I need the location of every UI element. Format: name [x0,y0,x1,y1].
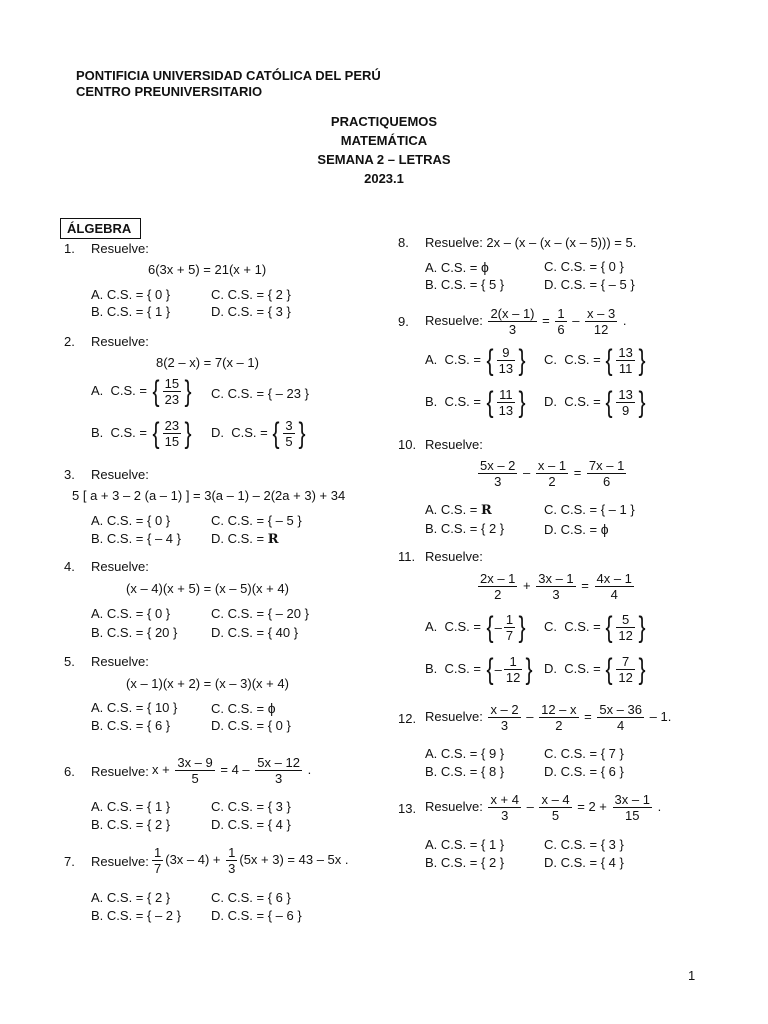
reals-symbol: R [481,503,492,518]
problem-7-equation: $\frac{1}{7}$ (3x – 4) + $\frac{1}{3}$ (5x + 3) = 43 – 5x . [154,845,349,876]
problem-10-number: 10. [398,437,417,452]
problem-10-prompt: Resuelve: [425,437,483,452]
problem-7-number: 7. [64,854,75,869]
problem-1-number: 1. [64,241,75,256]
problem-10-option-b: B. C.S. = { 2 } [425,521,505,536]
problem-2-prompt: Resuelve: [91,334,149,349]
problem-7-option-b: B. C.S. = { – 2 } [91,908,181,923]
problem-1-equation: 6(3x + 5) = 21(x + 1) [148,262,267,277]
problem-1-option-b: B. C.S. = { 1 } [91,304,171,319]
problem-8-option-b: B. C.S. = { 5 } [425,277,505,292]
problem-5-number: 5. [64,654,75,669]
problem-9-number: 9. [398,314,409,329]
problem-13-option-c: C. C.S. = { 3 } [544,837,624,852]
problem-3-equation: 5 [ a + 3 – 2 (a – 1) ] = 3(a – 1) – 2(2a + 3) + 34 [72,488,346,503]
problem-4-option-b: B. C.S. = { 20 } [91,625,178,640]
problem-11-equation: $\frac{2x - 1}{2}$ + $\frac{3x - 1}{3}$ = $\frac{4x - 1}{4}$ [480,571,632,602]
problem-4-number: 4. [64,559,75,574]
problem-13-option-b: B. C.S. = { 2 } [425,855,505,870]
problem-2-option-a: A. C.S. = { $\frac{15}{23}$ } [91,374,192,408]
problem-2-option-b: B. C.S. = { $\frac{23}{15}$ } [91,416,192,450]
problem-2-option-c: C. C.S. = { – 23 } [211,386,309,401]
problem-10-equation: $\frac{5x - 2}{3}$ – $\frac{x - 1}{2}$ = $\frac{7x - 1}{6}$ [480,458,625,489]
problem-3-option-b: B. C.S. = { – 4 } [91,531,181,546]
problem-2-equation: 8(2 – x) = 7(x – 1) [156,355,259,370]
problem-10-option-c: C. C.S. = { – 1 } [544,502,635,517]
problem-9-option-d: D. C.S. = { $\frac{13}{9}$ } [544,385,646,419]
problem-6-prompt: Resuelve: [91,764,149,779]
problem-1-option-d: D. C.S. = { 3 } [211,304,291,319]
problem-1-option-c: C. C.S. = { 2 } [211,287,291,302]
problem-13-equation: Resuelve: $\frac{x + 4}{3}$ – $\frac{x - 4}{5}$ = 2 + $\frac{3x - 1}{15}$ . [425,792,662,823]
problem-3-option-c: C. C.S. = { – 5 } [211,513,302,528]
problem-12-equation: Resuelve: $\frac{x - 2}{3}$ – $\frac{12 - x}{2}$ = $\frac{5x - 36}{4}$ – 1. [425,702,672,733]
problem-3-option-a: A. C.S. = { 0 } [91,513,171,528]
reals-symbol: R [267,532,279,547]
problem-11-option-c: C. C.S. = { $\frac{5}{12}$ } [544,610,646,644]
problem-4-option-d: D. C.S. = { 40 } [211,625,299,640]
problem-12-option-c: C. C.S. = { 7 } [544,746,624,761]
problem-5-equation: (x – 1)(x + 2) = (x – 3)(x + 4) [126,676,289,691]
problem-7-option-a: A. C.S. = { 2 } [91,890,171,905]
problem-4-option-c: C. C.S. = { – 20 } [211,606,309,621]
problem-2-option-d: D. C.S. = { $\frac{3}{5}$ } [211,416,306,450]
problem-8-number: 8. [398,235,409,250]
problem-5-option-c: C. C.S. = ϕ [211,700,276,716]
problem-7-option-d: D. C.S. = { – 6 } [211,908,302,923]
problem-13-number: 13. [398,801,417,816]
doc-title-4: 2023.1 [364,171,404,186]
problem-6-option-b: B. C.S. = { 2 } [91,817,171,832]
problem-5-prompt: Resuelve: [91,654,149,669]
problem-7-option-c: C. C.S. = { 6 } [211,890,291,905]
doc-title-2: MATEMÁTICA [340,133,428,148]
problem-4-prompt: Resuelve: [91,559,149,574]
university-name: PONTIFICIA UNIVERSIDAD CATÓLICA DEL PERÚ [76,68,381,83]
problem-9-equation: Resuelve: $\frac{2(x - 1)}{3}$ = $\frac{1}{6}$ – $\frac{x - 3}{12}$ . [425,306,627,337]
problem-3-option-d: D. C.S. = R [211,531,279,547]
problem-10-option-a: A. C.S. = R [425,502,492,518]
problem-4-option-a: A. C.S. = { 0 } [91,606,171,621]
problem-12-option-b: B. C.S. = { 8 } [425,764,505,779]
problem-12-option-d: D. C.S. = { 6 } [544,764,624,779]
problem-6-option-c: C. C.S. = { 3 } [211,799,291,814]
problem-8-option-c: C. C.S. = { 0 } [544,259,624,274]
problem-11-option-d: D. C.S. = { $\frac{7}{12}$ } [544,652,646,686]
doc-title-1: PRACTIQUEMOS [330,114,438,129]
problem-3-prompt: Resuelve: [91,467,149,482]
empty-set-symbol: ϕ [600,521,609,537]
section-heading: ÁLGEBRA [60,218,141,239]
empty-set-symbol: ϕ [267,700,276,716]
center-name: CENTRO PREUNIVERSITARIO [76,84,263,99]
problem-9-option-a: A. C.S. = { $\frac{9}{13}$ } [425,343,526,377]
problem-5-option-d: D. C.S. = { 0 } [211,718,291,733]
problem-6-equation: x + $\frac{3x - 9}{5}$ = 4 – $\frac{5x - 12}{3}$ . [152,755,312,786]
problem-2-number: 2. [64,334,75,349]
problem-7-prompt: Resuelve: [91,854,149,869]
problem-11-option-b: B. C.S. = { – $\frac{1}{12}$ } [425,652,533,686]
problem-6-number: 6. [64,764,75,779]
problem-3-number: 3. [64,467,75,482]
doc-title-3: SEMANA 2 – LETRAS [317,152,451,167]
problem-1-option-a: A. C.S. = { 0 } [91,287,171,302]
problem-13-option-d: D. C.S. = { 4 } [544,855,624,870]
problem-4-equation: (x – 4)(x + 5) = (x – 5)(x + 4) [126,581,289,596]
problem-8-option-d: D. C.S. = { – 5 } [544,277,635,292]
page-number: 1 [688,968,696,983]
empty-set-symbol: ϕ [481,259,489,275]
problem-11-number: 11. [398,549,416,564]
problem-9-option-b: B. C.S. = { $\frac{11}{13}$ } [425,385,526,419]
problem-13-option-a: A. C.S. = { 1 } [425,837,505,852]
problem-5-option-b: B. C.S. = { 6 } [91,718,171,733]
problem-6-option-d: D. C.S. = { 4 } [211,817,291,832]
problem-11-prompt: Resuelve: [425,549,483,564]
problem-12-option-a: A. C.S. = { 9 } [425,746,505,761]
problem-8-option-a: A. C.S. = ϕ [425,259,489,275]
problem-12-number: 12. [398,711,417,726]
problem-1-prompt: Resuelve: [91,241,149,256]
problem-9-option-c: C. C.S. = { $\frac{13}{11}$ } [544,343,646,377]
problem-8-statement: Resuelve: 2x – (x – (x – (x – 5))) = 5. [425,235,637,250]
problem-11-option-a: A. C.S. = { – $\frac{1}{7}$ } [425,610,526,644]
problem-10-option-d: D. C.S. = ϕ [544,521,609,537]
problem-6-option-a: A. C.S. = { 1 } [91,799,171,814]
problem-5-option-a: A. C.S. = { 10 } [91,700,178,715]
